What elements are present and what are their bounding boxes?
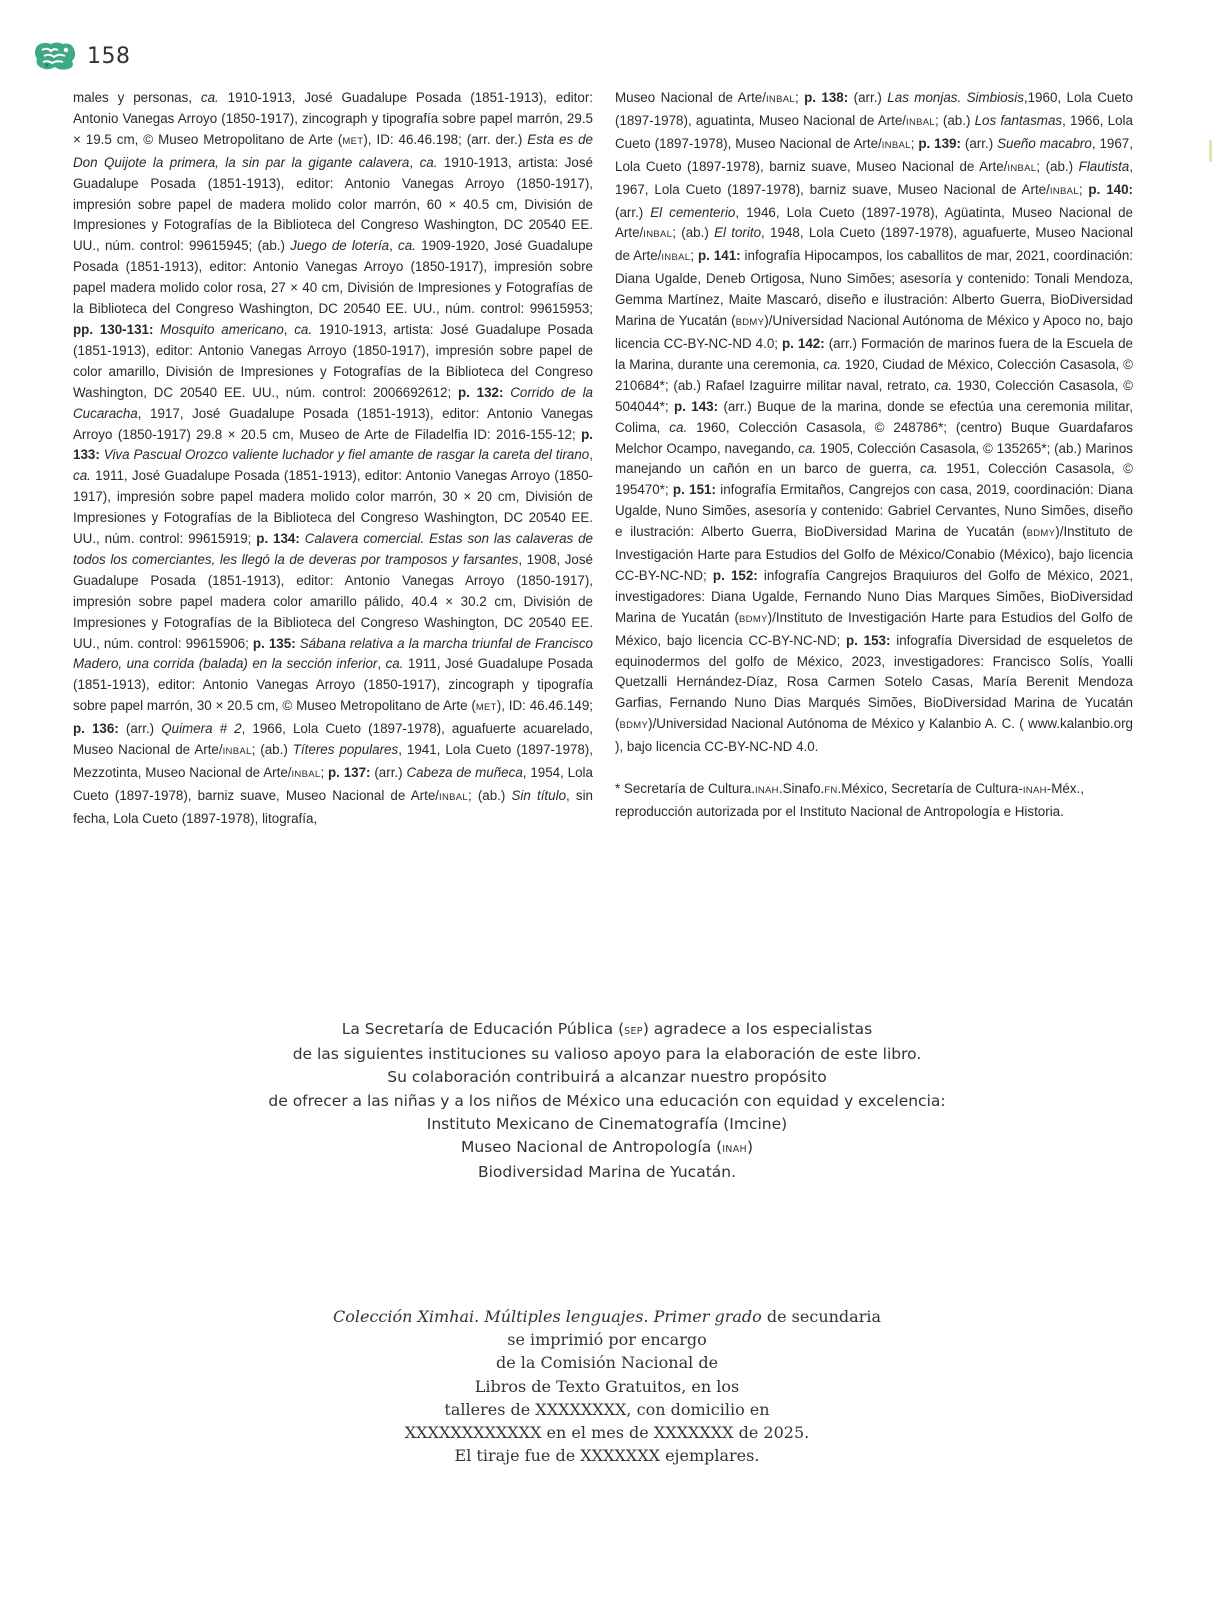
imprint-line: se imprimió por encargo <box>507 1330 707 1350</box>
imprint-line: talleres de XXXXXXXX, con domicilio en <box>444 1399 770 1419</box>
imprint-line: Colección Ximhai. Múltiples lenguajes. Primer grado de secundaria <box>332 1307 882 1326</box>
imprint-line: XXXXXXXXXXXX en el mes de XXXXXXX de 2025. <box>404 1423 810 1443</box>
green-glyph-logo-icon <box>33 40 77 72</box>
acknowledgment-line: de ofrecer a las niñas y a los niños de México una educación con equidad y excelencia: <box>268 1091 946 1110</box>
page-edge-mark <box>1209 140 1212 162</box>
imprint-line: El tiraje fue de XXXXXXX ejemplares. <box>454 1446 760 1466</box>
acknowledgment-block <box>0 1018 1214 1184</box>
credits-left-column <box>73 88 593 830</box>
acknowledgment-line: de las siguientes instituciones su valioso apoyo para la elaboración de este libro. <box>292 1045 922 1064</box>
footnote: * Secretaría de Cultura.INAH.Sinafo.FN.México, Secretaría de Cultura-INAH-Méx., reproducción autorizada por el Instituto Nacional de Antropología e Historia. <box>615 781 1084 819</box>
credits-paragraph: Museo Nacional de Arte/INBAL; p. 138: (arr.) Las monjas. Simbiosis,1960, Lola Cueto (1897-1978), aguatinta, Museo Nacional de Arte/INBAL; (ab.) Los fantasmas, 1966, Lola Cueto (1897-1978), Museo Nacional de Arte/INBAL; p. 139: (arr.) Sueño macabro, 1967, Lola Cueto (1897-1978), barniz suave, Museo Nacional de Arte/INBAL; (ab.) Flautista, 1967, Lola Cueto (1897-1978), barniz suave, Museo Nacional de Arte/INBAL; p. 140: (arr.) El cementerio, 1946, Lola Cueto (1897-1978), Agüatinta, Museo Nacional de Arte/INBAL; (ab.) El torito, 1948, Lola Cueto (1897-1978), aguafuerte, Museo Nacional de Arte/INBAL; p. 141: infografía Hipocampos, los caballitos de mar, 2021, coordinación: Diana Ugalde, Deneb Ortigosa, Nuno Simões; asesoría y contenido: Tonali Mendoza, Gemma Martínez, Maite Mascaró, diseño e ilustración: Alberto Guerra, BioDiversidad Marina de Yucatán (BDMY)/Universidad Nacional Autónoma de México y Apoco no, bajo licencia CC-BY-NC-ND 4.0; p. 142: (arr.) Formación de marinos fuera de la Escuela de la Marina, durante una ceremonia, ca. 1920, Ciudad de México, Colección Casasola, © 210684*; (ab.) Rafael Izaguirre militar naval, retrato, ca. 1930, Colección Casasola, © 504044*; p. 143: (arr.) Buque de la marina, donde se efectúa una ceremonia militar, Colima, ca. 1960, Colección Casasola, © 248786*; (centro) Buque Guardafaros Melchor Ocampo, navegando, ca. 1905, Colección Casasola, © 135265*; (ab.) Marinos manejando un cañón en un barco de guerra, ca. 1951, Colección Casasola, © 195470*; p. 151: infografía Ermitaños, Cangrejos con casa, 2019, coordinación: Diana Ugalde, Nuno Simões, asesoría y contenido: Gabriel Cervantes, Nuno Simões, diseño e ilustración: Alberto Guerra, BioDiversidad Marina de Yucatán (BDMY)/Instituto de Investigación Harte para Estudios del Golfo de México/Conabio (México), bajo licencia CC-BY-NC-ND; p. 152: infografía Cangrejos Braquiuros del Golfo de México, 2021, investigadores: Diana Ugalde, Fernando Nuno Dias Marques Simões, BioDiversidad Marina de Yucatán (BDMY)/Instituto de Investigación Harte para Estudios del Golfo de México, bajo licencia CC-BY-NC-ND; p. 153: infografía Diversidad de esqueletos de equinodermos del golfo de México, 2023, investigadores: Francisco Solís, Yoalli Quetzalli Hernández-Díaz, Rosa Carmen Sotelo Casas, María Berenit Mendoza Garfias, Fernando Nuno Dias Marqués Simões, BioDiversidad Marina de Yucatán (BDMY)/Universidad Nacional Autónoma de México y Kalanbio A. C. ( www.kalanbio.org ), bajo licencia CC-BY-NC-ND 4.0. <box>615 90 1134 755</box>
imprint-line: Libros de Texto Gratuitos, en los <box>474 1376 740 1396</box>
acknowledgment-line: Su colaboración contribuirá a alcanzar nuestro propósito <box>387 1068 827 1087</box>
imprint-line: de la Comisión Nacional de <box>495 1353 719 1373</box>
page-header <box>33 38 131 74</box>
credits-paragraph: males y personas, ca. 1910-1913, José Guadalupe Posada (1851-1913), editor: Antonio Vanegas Arroyo (1850-1917), zincograph y tipografía sobre papel marrón, 29.5 × 19.5 cm, © Museo Metropolitano de Arte (MET), ID: 46.46.198; (arr. der.) Esta es de Don Quijote la primera, la sin par la gigante calavera, ca. 1910-1913, artista: José Guadalupe Posada (1851-1913), editor: Antonio Vanegas Arroyo (1850-1917), impresión sobre papel de madera molido color marrón, 60 × 40.5 cm, División de Impresiones y Fotografías de la Biblioteca del Congreso Washington, DC 20540 EE. UU., núm. control: 99615945; (ab.) Juego de lotería, ca. 1909-1920, José Guadalupe Posada (1851-1913), editor: Antonio Vanegas Arroyo (1850-1917), impresión sobre papel madera molido color rosa, 27 × 40 cm, División de Impresiones y Fotografías de la Biblioteca del Congreso Washington, DC 20540 EE. UU., núm. control: 99615953; pp. 130-131: Mosquito americano, ca. 1910-1913, artista: José Guadalupe Posada (1851-1913), editor: Antonio Vanegas Arroyo (1850-1917), impresión sobre papel de color amarillo, División de Impresiones y Fotografías de la Biblioteca del Congreso Washington, DC 20540 EE. UU., núm. control: 2006692612; p. 132: Corrido de la Cucaracha, 1917, José Guadalupe Posada (1851-1913), editor: Antonio Vanegas Arroyo (1850-1917) 29.8 × 20.5 cm, Museo de Arte de Filadelfia ID: 2016-155-12; p. 133: Viva Pascual Orozco valiente luchador y fiel amante de rasgar la careta del tirano, ca. 1911, José Guadalupe Posada (1851-1913), editor: Antonio Vanegas Arroyo (1850-1917), impresión sobre papel madera molido color marrón, 30 × 20 cm, División de Impresiones y Fotografías de la Biblioteca del Congreso Washington, DC 20540 EE. UU., núm. control: 99615919; p. 134: Calavera comercial. Estas son las calaveras de todos los comerciantes, les llegó la de deveras por tramposos y farsantes, 1908, José Guadalupe Posada (1851-1913), editor: Antonio Vanegas Arroyo (1850-1917), impresión sobre papel madera color amarillo pálido, 40.4 × 30.2 cm, División de Impresiones y Fotografías de la Biblioteca del Congreso Washington, DC 20540 EE. UU., núm. control: 99615906; p. 135: Sábana relativa a la marcha triunfal de Francisco Madero, una corrida (balada) en la sección inferior, ca. 1911, José Guadalupe Posada (1851-1913), editor: Antonio Vanegas Arroyo (1850-1917), zincograph y tipografía sobre papel marrón, 30 × 20.5 cm, © Museo Metropolitano de Arte (MET), ID: 46.46.149; p. 136: (arr.) Quimera # 2, 1966, Lola Cueto (1897-1978), aguafuerte acuarelado, Museo Nacional de Arte/INBAL; (ab.) Títeres populares, 1941, Lola Cueto (1897-1978), Mezzotinta, Museo Nacional de Arte/INBAL; p. 137: (arr.) Cabeza de muñeca, 1954, Lola Cueto (1897-1978), barniz suave, Museo Nacional de Arte/INBAL; (ab.) Sin título, sin fecha, Lola Cueto (1897-1978), litografía, <box>73 90 594 826</box>
imprint-block <box>0 1305 1214 1467</box>
acknowledgment-line: La Secretaría de Educación Pública (SEP) agradece a los especialistas <box>341 1020 873 1038</box>
credits-right-column <box>615 88 1133 823</box>
acknowledgment-line: Biodiversidad Marina de Yucatán. <box>477 1163 737 1182</box>
acknowledgment-line: Instituto Mexicano de Cinematografía (Imcine) <box>426 1114 788 1133</box>
acknowledgment-line: Museo Nacional de Antropología (INAH) <box>460 1138 754 1157</box>
page-number: 158 <box>87 43 131 69</box>
